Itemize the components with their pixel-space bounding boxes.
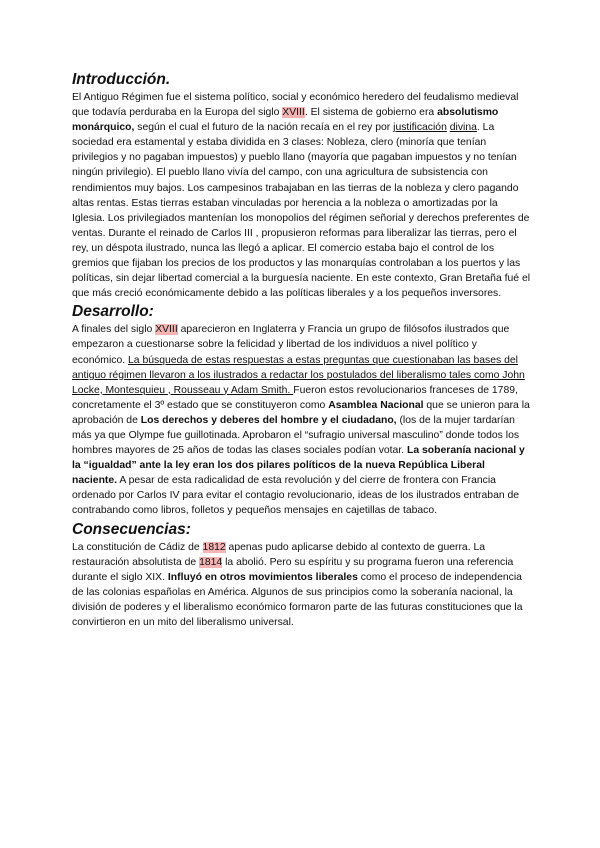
text-run: A finales del siglo [72, 324, 156, 336]
text-run: Fueron estos revolucionarios franceses de 1789, concretamente el 3º estado que se constituyeron como [72, 384, 518, 411]
text-run: . El sistema de gobierno era [304, 107, 438, 119]
paragraph-consecuencias [72, 540, 532, 631]
text-run: la abolió. Pero su espíritu y su programa fueron una referencia durante el siglo XIX. [72, 556, 514, 583]
section-heading-desarrollo: Desarrollo: [72, 303, 154, 321]
bold-term: Influyó en otros movimientos liberales [167, 571, 358, 583]
section-heading-consecuencias: Consecuencias: [72, 520, 191, 538]
highlighted-century: XVIII [155, 324, 178, 336]
text-run: como el proceso de independencia de las colonias españolas en América. Algunos de sus principios como la soberanía nacional, la división de poderes y el liberalismo económico formaron parte de las futuras constituciones que la convirtieron en un mito del liberalismo universal. [72, 571, 523, 628]
document-page [72, 70, 532, 630]
paragraph-introduccion [72, 90, 532, 301]
text-run: . La sociedad era estamental y estaba dividida en 3 clases: Nobleza, clero (minoría que tenían privilegios y no pagaban impuestos) y pueblo llano (mayoría que pagaban impuestos y no tenían ningún privilegio). El pueblo llano vivía del campo, con una agricultura de subsistencia con rendimientos muy bajos. Los campesinos trabajaban en las tierras de la nobleza y clero pagando altas rentas. Estas tierras estaban vinculadas por herencia a la nobleza o amortizadas por la Iglesia. Los privilegiados mantenían los monopolios del régimen señorial y derechos preferentes de ventas. Durante el reinado de Carlos III , propusieron reformas para liberalizar las tierras, pero el rey, un déspota ilustrado, nunca las llegó a aplicar. El comercio estaba bajo el control de los gremios que fijaban los precios de los productos y las monarquías controlaban a los puertos y las políticas, sin dejar libertad comercial a la burguesía naciente. En este contexto, Gran Bretaña fué el que más creció económicamente debido a las políticas liberales y a los pequeños inversores. [72, 122, 531, 300]
text-run: A pesar de esta radicalidad de esta revolución y del cierre de frontera con Francia ordenado por Carlos IV para evitar el contagio revolucionario, ideas de los ilustrados entraban de contrabando como libros, folletos y pequeños mensajes en cajetillas de tabaco. [72, 475, 520, 517]
highlighted-century: XVIII [282, 107, 305, 119]
text-run: El Antiguo Régimen fue el sistema político, social y económico heredero del feudalismo medieval que todavía perduraba en la Europa del siglo [72, 92, 519, 119]
bold-term: absolutismo monárquico, [72, 107, 499, 134]
text-run: La constitución de Cádiz de [72, 541, 203, 553]
highlighted-year: 1814 [199, 556, 223, 568]
highlighted-year: 1812 [202, 541, 226, 553]
text-run: que se unieron para la aprobación de [72, 399, 530, 426]
bold-sentence: La soberanía nacional y la “igualdad” ante la ley eran los dos pilares políticos de la nueva República Liberal naciente. [72, 445, 525, 487]
bold-term: Los derechos y deberes del hombre y el ciudadano, [140, 414, 397, 426]
text-run: según el cual el futuro de la nación recaía en el rey por [134, 122, 394, 134]
underlined-word: justificación [393, 122, 447, 134]
bold-term: Asamblea Nacional [328, 399, 424, 411]
text-run: apenas pudo aplicarse debido al contexto de guerra. La restauración absolutista de [72, 541, 486, 568]
underlined-word: divina [449, 122, 477, 134]
text-run: (los de la mujer tardarían más ya que Olympe fue guillotinada. Aprobaron el “sufragio universal masculino” donde todos los hombres mayores de 25 años de todas las clases sociales podían votar. [72, 414, 520, 457]
underlined-sentence: La búsqueda de estas respuestas a estas preguntas que cuestionaban las bases del antiguo régimen llevaron a los ilustrados a redactar los postulados del liberalismo tales como John Locke, Montesquieu , Rousseau y Adam Smith. [72, 354, 525, 396]
section-heading-introduccion: Introducción. [72, 71, 171, 88]
paragraph-desarrollo [72, 322, 532, 518]
text-run: aparecieron en Inglaterra y Francia un grupo de filósofos ilustrados que empezaron a cuestionarse sobre la felicidad y libertad de los individuos a nivel político y económico. [72, 324, 510, 366]
